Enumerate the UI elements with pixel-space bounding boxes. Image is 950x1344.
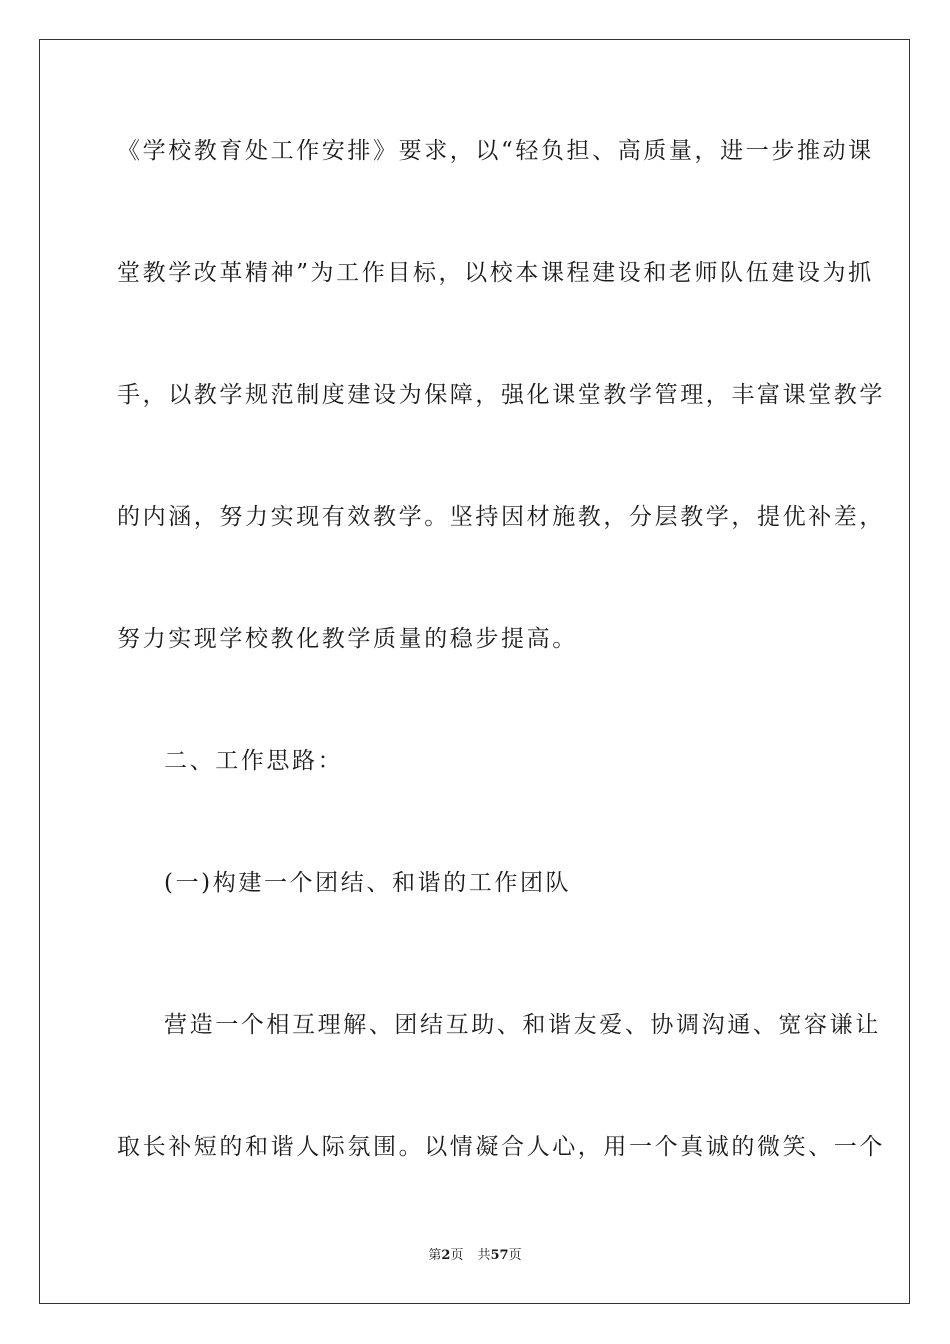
footer-total-unit: 页: [508, 1248, 522, 1263]
body-line-7: 取长补短的和谐人际氛围。以情凝合人心，用一个真诚的微笑、一个: [117, 1134, 885, 1160]
body-line-2: 堂教学改革精神”为工作目标，以校本课程建设和老师队伍建设为抓: [117, 260, 874, 286]
footer-total-pages: 57: [490, 1248, 509, 1263]
footer-current-page: 2: [441, 1248, 451, 1263]
footer-page-prefix: 第: [428, 1248, 442, 1263]
body-line-6: 营造一个相互理解、团结互助、和谐友爱、协调沟通、宽容谦让: [164, 1012, 881, 1038]
subsection-heading: (一)构建一个团结、和谐的工作团队: [164, 870, 572, 896]
body-line-4: 的内涵，努力实现有效教学。坚持因材施教，分层教学，提优补差，: [117, 504, 885, 530]
page-border: [39, 39, 910, 1304]
body-line-1: 《学校教育处工作安排》要求，以“轻负担、高质量，进一步推动课: [117, 138, 874, 164]
footer-page-unit: 页: [450, 1248, 464, 1263]
body-line-5: 努力实现学校教化教学质量的稳步提高。: [117, 626, 578, 652]
section-heading: 二、工作思路：: [164, 748, 344, 774]
page-footer: [0, 1247, 950, 1265]
body-line-3: 手，以教学规范制度建设为保障，强化课堂教学管理，丰富课堂教学: [117, 382, 885, 408]
footer-total-prefix: 共: [477, 1248, 491, 1263]
